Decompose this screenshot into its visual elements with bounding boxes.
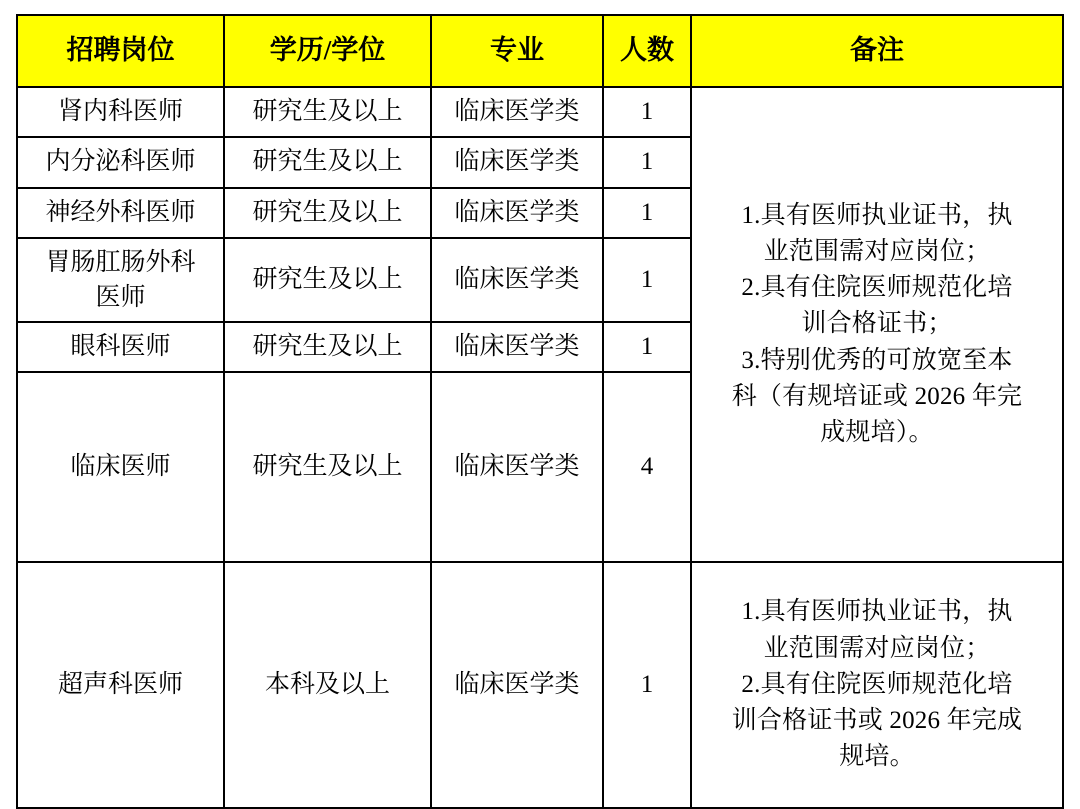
note-line: 规培。 bbox=[839, 743, 915, 771]
table-header bbox=[17, 15, 1063, 87]
cell-job: 内分泌科医师 bbox=[17, 137, 224, 187]
cell-degree: 研究生及以上 bbox=[224, 188, 431, 238]
cell-major: 临床医学类 bbox=[431, 238, 603, 322]
table-header-row bbox=[17, 15, 1063, 87]
cell-count: 1 bbox=[603, 137, 691, 187]
cell-degree: 研究生及以上 bbox=[224, 238, 431, 322]
note-line: 3.特别优秀的可放宽至本 bbox=[741, 346, 1013, 374]
cell-major: 临床医学类 bbox=[431, 87, 603, 137]
cell-job-line-2: 医师 bbox=[95, 283, 146, 311]
note-line: 2.具有住院医师规范化培 bbox=[741, 274, 1013, 302]
cell-count: 4 bbox=[603, 372, 691, 562]
cell-major: 临床医学类 bbox=[431, 372, 603, 562]
cell-degree: 研究生及以上 bbox=[224, 372, 431, 562]
note-line: 1.具有医师执业证书，执 bbox=[741, 598, 1013, 626]
cell-job: 临床医师 bbox=[17, 372, 224, 562]
note-line: 训合格证书或 2026 年完成 bbox=[731, 707, 1023, 735]
cell-job bbox=[17, 238, 224, 322]
note-line: 科（有规培证或 2026 年完 bbox=[731, 382, 1023, 410]
note-line: 业范围需对应岗位； bbox=[763, 634, 991, 662]
cell-count: 1 bbox=[603, 87, 691, 137]
note-line: 1.具有医师执业证书，执 bbox=[741, 201, 1013, 229]
table-body bbox=[17, 87, 1063, 808]
column-header-degree: 学历/学位 bbox=[224, 15, 431, 87]
column-header-major: 专业 bbox=[431, 15, 603, 87]
recruitment-table bbox=[16, 14, 1064, 809]
column-header-job: 招聘岗位 bbox=[17, 15, 224, 87]
column-header-notes: 备注 bbox=[691, 15, 1063, 87]
cell-major: 临床医学类 bbox=[431, 188, 603, 238]
column-header-count: 人数 bbox=[603, 15, 691, 87]
cell-count: 1 bbox=[603, 238, 691, 322]
cell-job: 神经外科医师 bbox=[17, 188, 224, 238]
table-row bbox=[17, 87, 1063, 137]
cell-job: 超声科医师 bbox=[17, 562, 224, 808]
cell-count: 1 bbox=[603, 562, 691, 808]
cell-job-line-1: 胃肠肛肠外科 bbox=[45, 248, 196, 276]
cell-count: 1 bbox=[603, 322, 691, 372]
cell-degree: 研究生及以上 bbox=[224, 322, 431, 372]
cell-major: 临床医学类 bbox=[431, 322, 603, 372]
cell-degree: 研究生及以上 bbox=[224, 137, 431, 187]
table-row bbox=[17, 562, 1063, 808]
note-line: 业范围需对应岗位； bbox=[763, 237, 991, 265]
cell-job: 眼科医师 bbox=[17, 322, 224, 372]
cell-notes-group-1 bbox=[691, 87, 1063, 562]
cell-degree: 本科及以上 bbox=[224, 562, 431, 808]
cell-notes-group-2 bbox=[691, 562, 1063, 808]
cell-major: 临床医学类 bbox=[431, 137, 603, 187]
note-line: 训合格证书； bbox=[801, 310, 953, 338]
cell-degree: 研究生及以上 bbox=[224, 87, 431, 137]
cell-count: 1 bbox=[603, 188, 691, 238]
note-line: 成规培）。 bbox=[820, 419, 934, 447]
cell-job: 肾内科医师 bbox=[17, 87, 224, 137]
note-line: 2.具有住院医师规范化培 bbox=[741, 670, 1013, 698]
cell-major: 临床医学类 bbox=[431, 562, 603, 808]
